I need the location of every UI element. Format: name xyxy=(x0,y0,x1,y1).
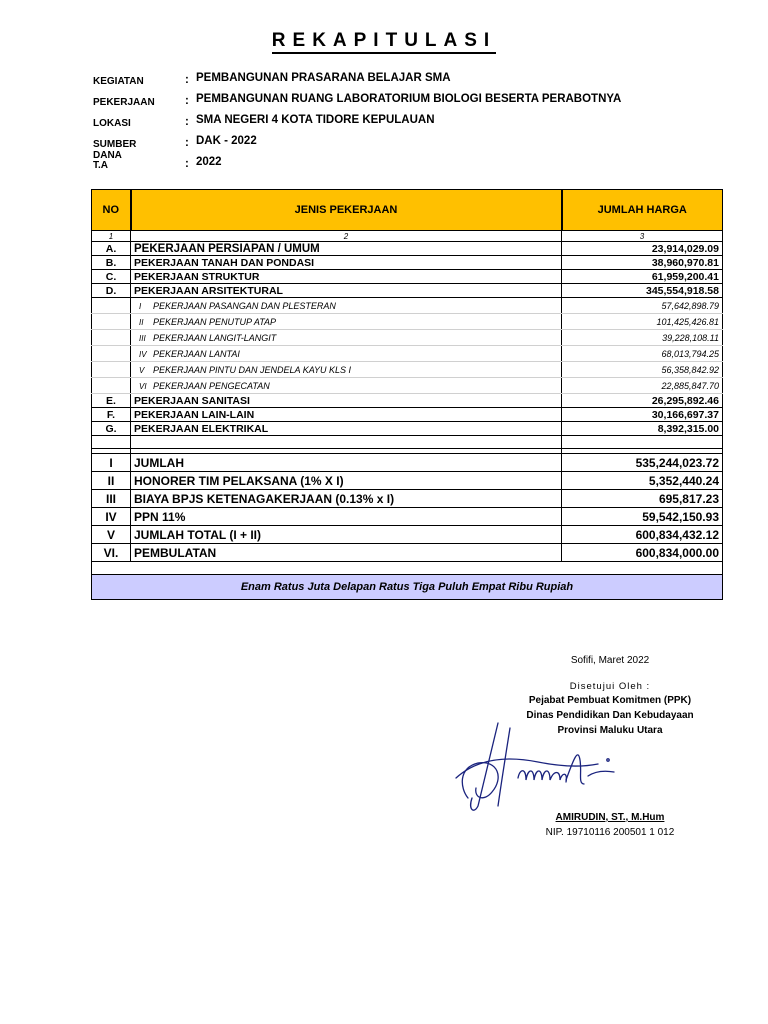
info-key: PEKERJAAN xyxy=(93,97,155,108)
row-no: II xyxy=(92,472,131,490)
column-number: 1 xyxy=(92,231,131,242)
row-amount: 22,885,847.70 xyxy=(562,378,723,394)
row-desc: PEKERJAAN ARSITEKTURAL xyxy=(131,284,562,298)
row-desc xyxy=(131,314,562,330)
info-colon: : xyxy=(185,158,189,170)
row-desc: PPN 11% xyxy=(131,508,562,526)
table-header-row xyxy=(92,190,723,231)
table-row xyxy=(92,270,723,284)
row-amount: 57,642,898.79 xyxy=(562,298,723,314)
signer-office: Dinas Pendidikan Dan Kebudayaan xyxy=(526,710,694,721)
row-subdesc: PEKERJAAN PINTU DAN JENDELA KAYU KLS I xyxy=(153,364,352,375)
signer-province: Provinsi Maluku Utara xyxy=(557,725,663,736)
row-amount: 59,542,150.93 xyxy=(562,508,723,526)
row-subdesc: PEKERJAAN LANGIT-LANGIT xyxy=(153,332,277,343)
row-amount: 30,166,697.37 xyxy=(562,408,723,422)
table-subrow xyxy=(92,362,723,378)
total-row xyxy=(92,454,723,472)
row-desc xyxy=(131,378,562,394)
info-colon: : xyxy=(185,74,189,86)
info-key: KEGIATAN xyxy=(93,76,144,87)
row-no-empty xyxy=(92,330,131,346)
table-subrow xyxy=(92,330,723,346)
row-desc xyxy=(131,346,562,362)
spacer-cell xyxy=(131,436,562,449)
row-no-empty xyxy=(92,298,131,314)
info-value: DAK - 2022 xyxy=(196,135,257,147)
info-colon: : xyxy=(185,137,189,149)
row-desc: PEKERJAAN TANAH DAN PONDASI xyxy=(131,256,562,270)
handwritten-signature xyxy=(448,718,628,818)
row-subdesc: PEKERJAAN PENGECATAN xyxy=(153,380,270,391)
spacer-cell xyxy=(92,436,131,449)
amount-in-words: Enam Ratus Juta Delapan Ratus Tiga Puluh Empat Ribu Rupiah xyxy=(92,575,723,600)
row-amount: 695,817.23 xyxy=(562,490,723,508)
table-row xyxy=(92,284,723,298)
row-no: B. xyxy=(92,256,131,270)
row-no: E. xyxy=(92,394,131,408)
row-desc: PEKERJAAN LAIN-LAIN xyxy=(131,408,562,422)
total-row xyxy=(92,526,723,544)
table-spacer-row xyxy=(92,436,723,449)
row-subdesc: PEKERJAAN PASANGAN DAN PLESTERAN xyxy=(153,300,336,311)
row-desc: JUMLAH TOTAL (I + II) xyxy=(131,526,562,544)
header-no: NO xyxy=(92,190,131,231)
table-row xyxy=(92,256,723,270)
row-amount: 68,013,794.25 xyxy=(562,346,723,362)
table-row xyxy=(92,242,723,256)
header-jumlah-harga: JUMLAH HARGA xyxy=(562,190,723,231)
row-no-empty xyxy=(92,378,131,394)
row-desc xyxy=(131,330,562,346)
info-colon: : xyxy=(185,116,189,128)
info-key: SUMBER DANA xyxy=(93,139,137,161)
row-no: F. xyxy=(92,408,131,422)
row-desc: PEKERJAAN ELEKTRIKAL xyxy=(131,422,562,436)
row-desc: PEKERJAAN PERSIAPAN / UMUM xyxy=(131,242,562,256)
info-value: PEMBANGUNAN PRASARANA BELAJAR SMA xyxy=(196,72,451,84)
signer-position: Pejabat Pembuat Komitmen (PPK) xyxy=(528,695,692,706)
row-desc xyxy=(131,362,562,378)
table-subrow xyxy=(92,346,723,362)
row-no: III xyxy=(92,490,131,508)
row-subdesc: PEKERJAAN PENUTUP ATAP xyxy=(153,316,277,327)
row-desc xyxy=(131,298,562,314)
table-row xyxy=(92,422,723,436)
total-row xyxy=(92,508,723,526)
row-subno: I xyxy=(139,301,142,311)
row-desc: JUMLAH xyxy=(131,454,562,472)
row-no-empty xyxy=(92,362,131,378)
header-jenis-pekerjaan: JENIS PEKERJAAN xyxy=(131,190,562,231)
spacer-cell xyxy=(92,562,723,575)
row-no: V xyxy=(92,526,131,544)
row-amount: 38,960,970.81 xyxy=(562,256,723,270)
row-amount: 39,228,108.11 xyxy=(562,330,723,346)
row-subno: IV xyxy=(139,349,147,359)
info-key: LOKASI xyxy=(93,118,131,129)
spacer-cell xyxy=(562,436,723,449)
row-no: D. xyxy=(92,284,131,298)
row-amount: 8,392,315.00 xyxy=(562,422,723,436)
table-subrow xyxy=(92,314,723,330)
row-amount: 101,425,426.81 xyxy=(562,314,723,330)
info-key: T.A xyxy=(93,160,108,171)
row-amount: 345,554,918.58 xyxy=(562,284,723,298)
info-colon: : xyxy=(185,95,189,107)
row-amount: 535,244,023.72 xyxy=(562,454,723,472)
signer-name: AMIRUDIN, ST., M.Hum xyxy=(555,812,665,823)
row-amount: 600,834,000.00 xyxy=(562,544,723,562)
row-amount: 600,834,432.12 xyxy=(562,526,723,544)
recap-table xyxy=(91,189,723,600)
table-row xyxy=(92,394,723,408)
row-no: A. xyxy=(92,242,131,256)
row-amount: 23,914,029.09 xyxy=(562,242,723,256)
table-spacer-row xyxy=(92,562,723,575)
row-subno: III xyxy=(139,333,146,343)
info-value: PEMBANGUNAN RUANG LABORATORIUM BIOLOGI BESERTA PERABOTNYA xyxy=(196,93,622,105)
row-desc: PEMBULATAN xyxy=(131,544,562,562)
table-subrow xyxy=(92,298,723,314)
column-number-row xyxy=(92,231,723,242)
table-subrow xyxy=(92,378,723,394)
approved-by-label: Disetujui Oleh : xyxy=(569,681,651,692)
table-row xyxy=(92,408,723,422)
row-desc: PEKERJAAN SANITASI xyxy=(131,394,562,408)
row-subno: VI xyxy=(139,381,147,391)
row-no-empty xyxy=(92,346,131,362)
row-amount: 61,959,200.41 xyxy=(562,270,723,284)
info-value: 2022 xyxy=(196,156,222,168)
column-number: 3 xyxy=(562,231,723,242)
row-no: VI. xyxy=(92,544,131,562)
column-number: 2 xyxy=(131,231,562,242)
amount-in-words-row xyxy=(92,575,723,600)
total-row xyxy=(92,472,723,490)
row-amount: 56,358,842.92 xyxy=(562,362,723,378)
row-amount: 26,295,892.46 xyxy=(562,394,723,408)
row-subno: V xyxy=(139,365,145,375)
row-amount: 5,352,440.24 xyxy=(562,472,723,490)
row-no: G. xyxy=(92,422,131,436)
row-desc: HONORER TIM PELAKSANA (1% X I) xyxy=(131,472,562,490)
row-desc: BIAYA BPJS KETENAGAKERJAAN (0.13% x I) xyxy=(131,490,562,508)
row-no: I xyxy=(92,454,131,472)
row-no: IV xyxy=(92,508,131,526)
row-desc: PEKERJAAN STRUKTUR xyxy=(131,270,562,284)
row-no: C. xyxy=(92,270,131,284)
row-subno: II xyxy=(139,317,144,327)
row-no-empty xyxy=(92,314,131,330)
total-row xyxy=(92,544,723,562)
info-value: SMA NEGERI 4 KOTA TIDORE KEPULAUAN xyxy=(196,114,435,126)
place-date: Sofifi, Maret 2022 xyxy=(570,655,650,666)
total-row xyxy=(92,490,723,508)
row-subdesc: PEKERJAAN LANTAI xyxy=(153,348,240,359)
document-title: REKAPITULASI xyxy=(0,30,768,52)
signer-nip: NIP. 19710116 200501 1 012 xyxy=(545,827,675,838)
